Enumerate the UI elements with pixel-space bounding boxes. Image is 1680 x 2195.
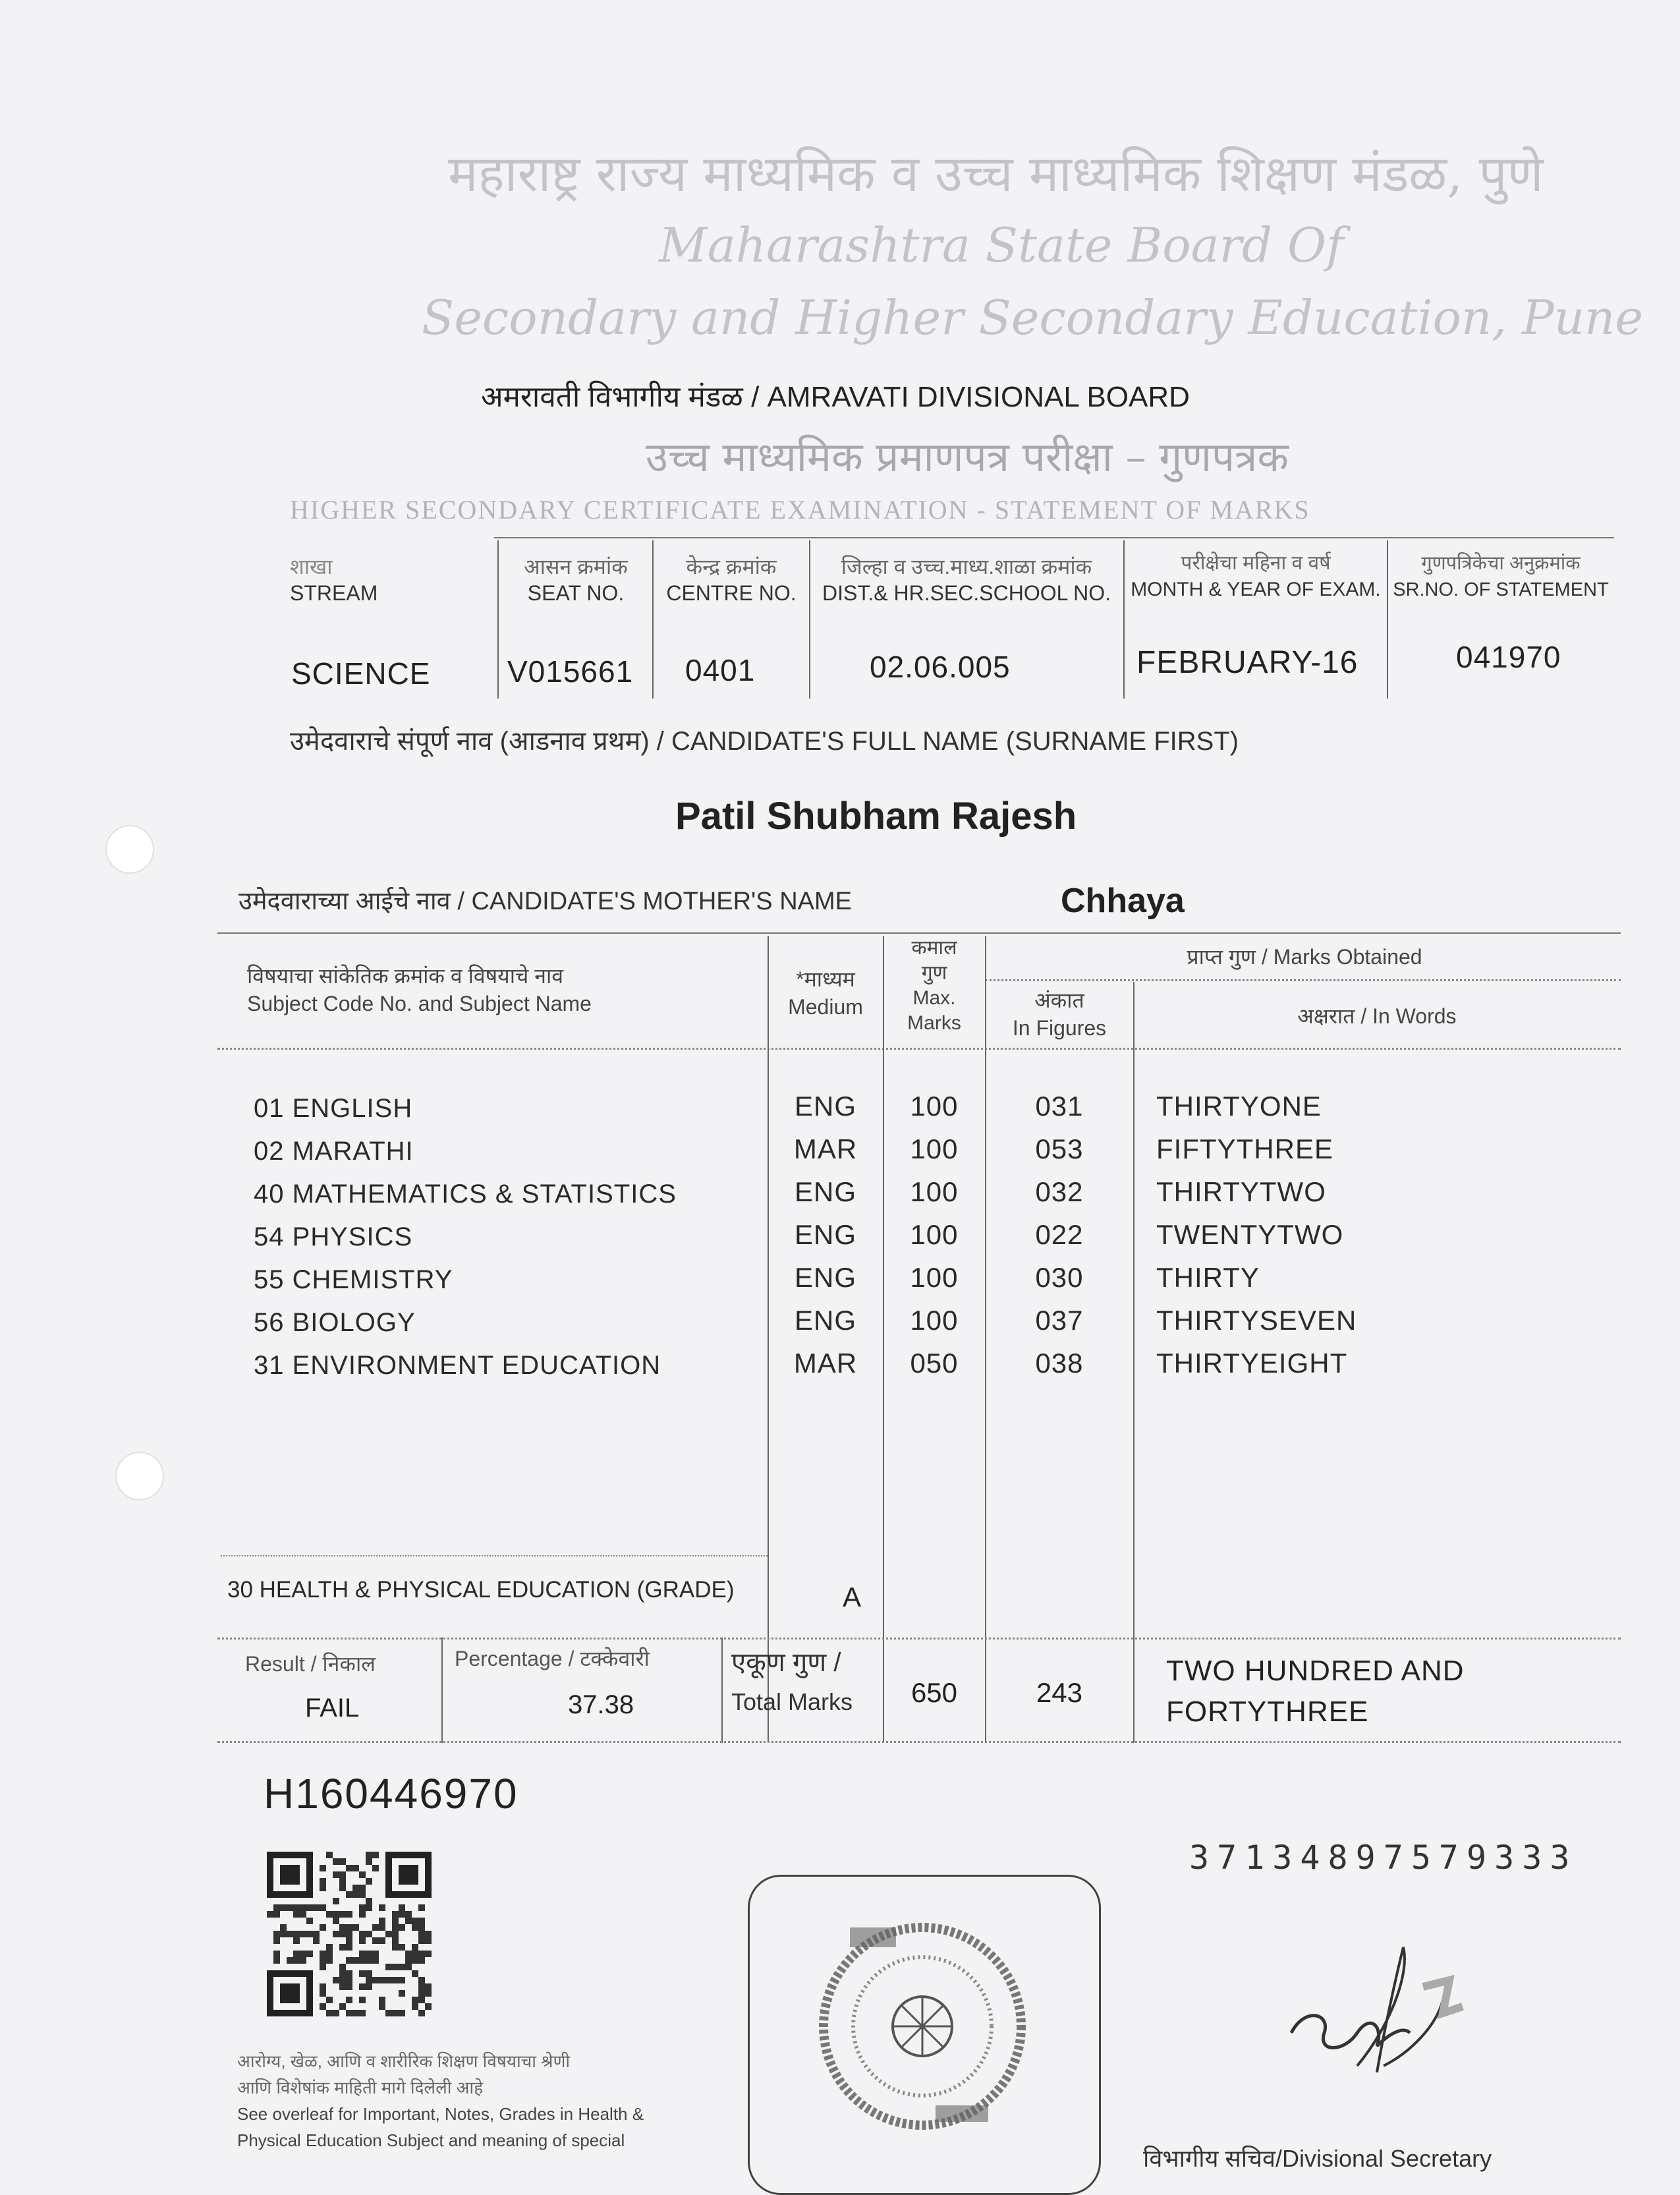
subject-name: 01 ENGLISH [254,1094,413,1123]
total-obtained-marks: 243 [1036,1677,1083,1708]
figures-col-line [985,936,986,1743]
in-figures-header: अंकात In Figures [1012,988,1107,1040]
subject-marks-words: THIRTYSEVEN [1156,1305,1357,1336]
total-in-words: TWO HUNDRED AND FORTYTHREE [1166,1655,1465,1728]
punch-hole-bottom [115,1452,164,1500]
result-value: FAIL [305,1694,360,1723]
percentage-value: 37.38 [568,1690,634,1719]
subject-medium: MAR [793,1133,858,1164]
qr-code-icon [267,1852,432,2016]
subject-medium: ENG [794,1219,856,1250]
stream-value: SCIENCE [291,656,431,691]
subject-max-marks: 100 [910,1133,959,1164]
marks-obtained-divider [985,979,1621,981]
health-border-top [221,1555,768,1556]
subject-marks-figures: 022 [1035,1219,1084,1250]
info-table-top-line [494,537,1614,538]
subject-medium: ENG [794,1305,856,1336]
subject-name: 56 BIOLOGY [254,1308,416,1337]
subject-medium: ENG [794,1091,856,1122]
subject-marks-figures: 038 [1035,1348,1084,1379]
subject-marks-words: THIRTYEIGHT [1156,1348,1348,1379]
subject-medium: ENG [794,1176,856,1207]
percentage-divider [721,1638,723,1743]
board-title-english-line1: Maharashtra State Board Of [659,217,1344,273]
exam-month-value: FEBRUARY-16 [1136,645,1358,680]
subject-header: विषयाचा सांकेतिक क्रमांक व विषयाचे नाव Subject Code No. and Subject Name [247,964,592,1015]
info-col-divider [652,540,654,698]
words-col-line [1133,982,1134,1743]
result-divider [441,1638,443,1743]
signature-icon [1278,1934,1476,2105]
mother-name: Chhaya [1061,882,1185,920]
mother-name-label: उमेदवाराच्या आईचे नाव / CANDIDATE'S MOTHER'S NAME [238,888,852,915]
subject-marks-words: THIRTYONE [1156,1091,1322,1122]
summary-top-line [217,1638,1621,1639]
centre-no-header: केन्द्र क्रमांक CENTRE NO. [666,555,797,605]
seat-no-value: V015661 [507,654,634,689]
result-label: Result / निकाल [245,1652,376,1676]
statement-no-header: गुणपत्रिकेचा अनुक्रमांक SR.NO. OF STATEMENT [1393,553,1609,600]
marks-header-bottom-line [217,1048,1621,1050]
medium-col-line [768,936,769,1743]
seat-no-header: आसन क्रमांक SEAT NO. [524,555,628,605]
subject-name: 31 ENVIRONMENT EDUCATION [254,1351,661,1380]
medium-header: *माध्यम Medium [788,967,863,1019]
subject-marks-words: THIRTYTWO [1156,1176,1326,1207]
subject-max-marks: 050 [910,1348,959,1379]
marks-obtained-header: प्राप्त गुण / Marks Obtained [1187,945,1422,969]
info-col-divider [809,540,810,698]
subject-marks-words: TWENTYTWO [1156,1219,1344,1250]
subject-marks-words: THIRTY [1156,1262,1260,1293]
subject-marks-words: FIFTYTHREE [1156,1133,1333,1164]
subject-marks-figures: 031 [1035,1091,1084,1122]
school-no-header: जिल्हा व उच्च.माध्य.शाळा क्रमांक DIST.& HR.SEC.SCHOOL NO. [822,555,1111,605]
subject-max-marks: 100 [910,1176,959,1207]
serial-barcode-number: 37134897579333 [1189,1839,1578,1877]
stream-header: शाखा STREAM [290,555,378,605]
subject-marks-figures: 053 [1035,1133,1084,1164]
total-max-marks: 650 [910,1677,958,1708]
subject-marks-figures: 030 [1035,1262,1084,1293]
centre-no-value: 0401 [685,653,756,687]
candidate-name-label: उमेदवाराचे संपूर्ण नाव (आडनाव प्रथम) / CANDIDATE'S FULL NAME (SURNAME FIRST) [290,727,1239,756]
max-marks-header: कमाल गुण Max. Marks [907,937,961,1034]
exam-title-english: HIGHER SECONDARY CERTIFICATE EXAMINATION - STATEMENT OF MARKS [290,495,1310,525]
divisional-secretary-label: विभागीय सचिव/Divisional Secretary [1143,2145,1492,2172]
subject-medium: MAR [793,1348,858,1379]
board-title-marathi: महाराष्ट्र राज्य माध्यमिक व उच्च माध्यमिक शिक्षण मंडळ, पुणे [448,144,1544,203]
exam-month-header: परीक्षेचा महिना व वर्ष MONTH & YEAR OF EXAM. [1131,552,1381,600]
certificate-number: H160446970 [264,1770,518,1817]
subject-max-marks: 100 [910,1262,959,1293]
school-no-value: 02.06.005 [870,650,1011,684]
overleaf-note: आरोग्य, खेळ, आणि व शारीरिक शिक्षण विषयाचा श्रेणी आणि विशेषांक माहिती मागे दिलेली आहे See overleaf for Important, Notes, Grades in Health & Physical Education Subject and meaning of special [237,2051,644,2150]
subject-name: 40 MATHEMATICS & STATISTICS [254,1180,677,1209]
candidate-name: Patil Shubham Rajesh [675,795,1077,838]
subject-medium: ENG [794,1262,856,1293]
divisional-board: अमरावती विभागीय मंडळ / AMRAVATI DIVISIONAL BOARD [481,381,1190,413]
max-col-line [883,936,884,1743]
summary-bottom-line [217,1741,1621,1743]
in-words-header: अक्षरात / In Words [1297,1004,1457,1028]
punch-hole-top [105,825,154,874]
marks-table-top-line [217,932,1621,934]
exam-title-marathi: उच्च माध्यमिक प्रमाणपत्र परीक्षा – गुणपत्रक [646,433,1289,481]
subject-name: 54 PHYSICS [254,1222,413,1251]
official-seal-icon [810,1914,1034,2138]
subject-name: 02 MARATHI [254,1137,414,1166]
percentage-label: Percentage / टक्केवारी [455,1647,650,1670]
subject-max-marks: 100 [910,1305,959,1336]
board-title-english-line2: Secondary and Higher Secondary Education, Pune [422,290,1643,345]
subject-max-marks: 100 [910,1091,959,1122]
subject-name: 55 CHEMISTRY [254,1265,453,1294]
info-col-divider [1387,540,1388,698]
subject-marks-figures: 037 [1035,1305,1084,1336]
health-pe-label: 30 HEALTH & PHYSICAL EDUCATION (GRADE) [227,1577,735,1603]
info-col-divider [1123,540,1125,698]
statement-no-value: 041970 [1456,640,1561,674]
subject-max-marks: 100 [910,1219,959,1250]
health-pe-grade: A [842,1582,861,1612]
subject-marks-figures: 032 [1035,1176,1084,1207]
info-col-divider [497,540,499,698]
total-marks-label: एकूण गुण / Total Marks [731,1648,853,1715]
